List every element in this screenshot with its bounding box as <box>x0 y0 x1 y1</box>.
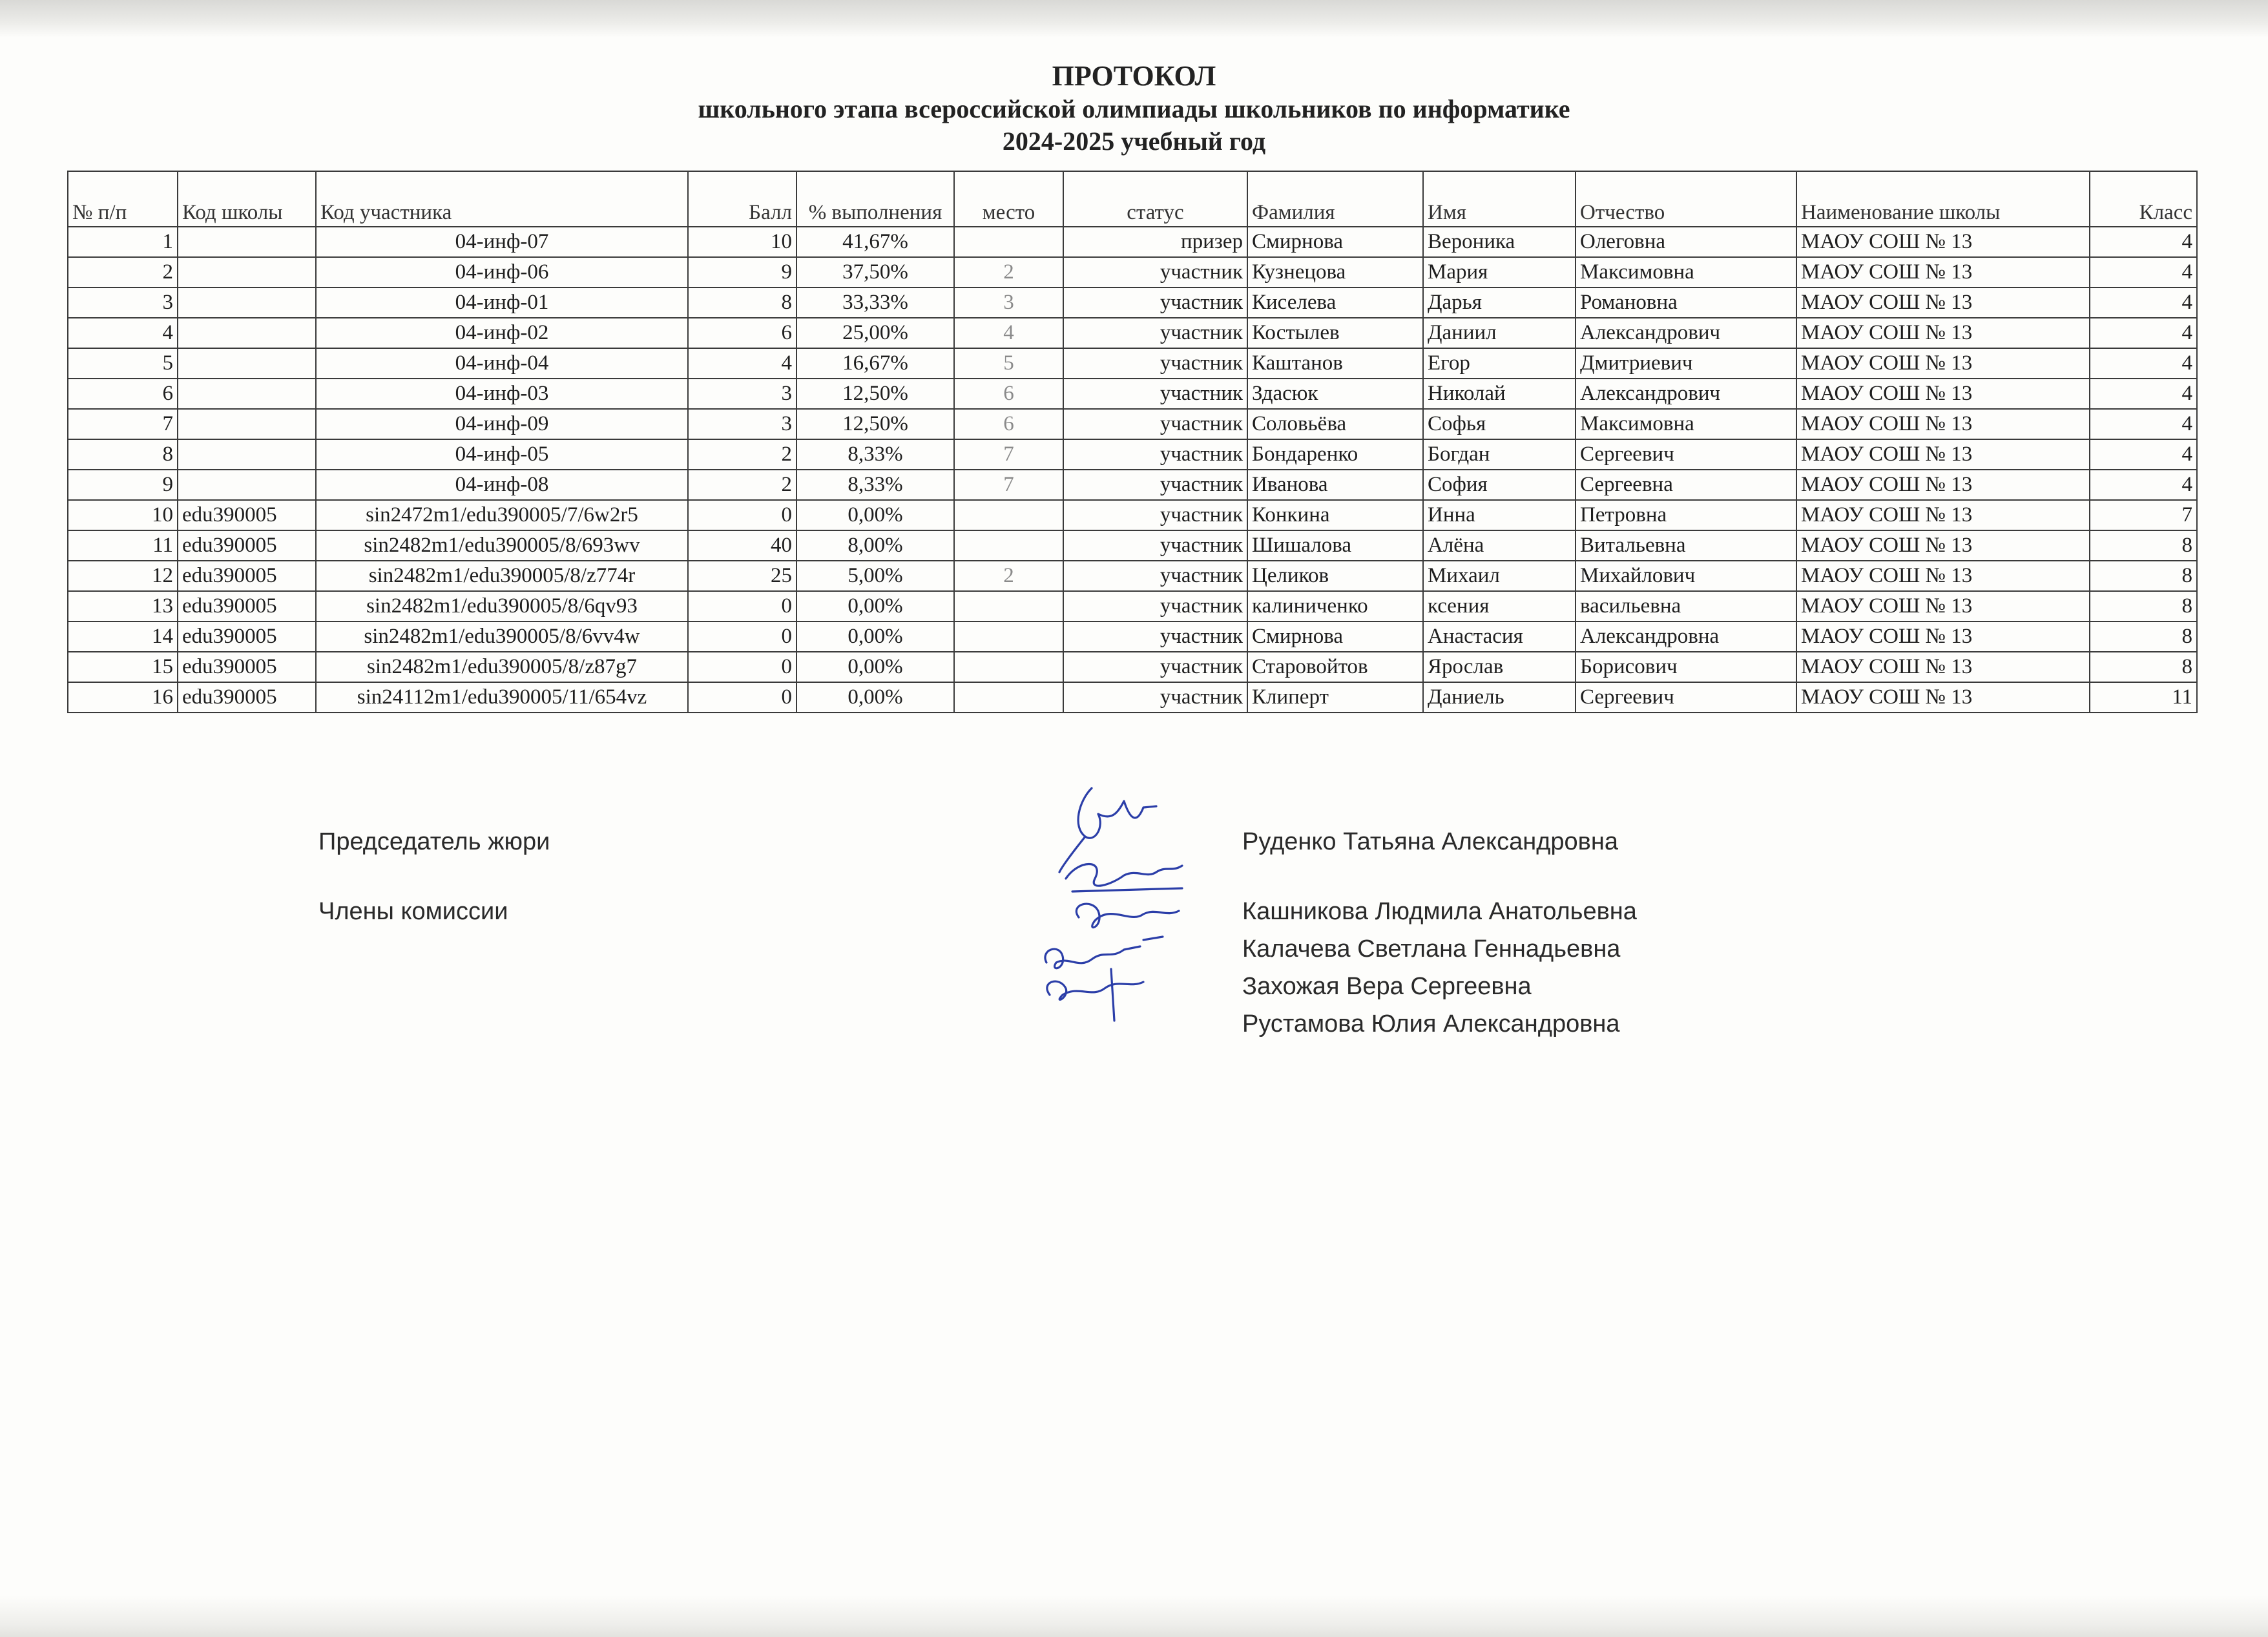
cell-status: участник <box>1063 348 1247 379</box>
cell-participant-code: 04-инф-04 <box>316 348 688 379</box>
cell-surname: Клиперт <box>1247 682 1423 713</box>
cell-participant-code: 04-инф-03 <box>316 379 688 409</box>
cell-name: Даниил <box>1423 318 1576 348</box>
cell-participant-code: 04-инф-08 <box>316 470 688 500</box>
table-row <box>68 591 2197 621</box>
cell-grade: 8 <box>2090 621 2197 652</box>
cell-score: 9 <box>688 257 796 287</box>
cell-participant-code: sin2482m1/edu390005/8/z774r <box>316 561 688 591</box>
cell-score: 0 <box>688 500 796 530</box>
cell-patronymic: Романовна <box>1576 287 1796 318</box>
cell-patronymic: Сергеевна <box>1576 470 1796 500</box>
scan-edge-bottom <box>0 1596 2268 1637</box>
cell-name: Дарья <box>1423 287 1576 318</box>
members-label: Члены комиссии <box>318 898 508 925</box>
cell-surname: калиниченко <box>1247 591 1423 621</box>
cell-percent: 37,50% <box>796 257 954 287</box>
cell-surname: Шишалова <box>1247 530 1423 561</box>
cell-school-name: МАОУ СОШ № 13 <box>1796 439 2090 470</box>
cell-surname: Соловьёва <box>1247 409 1423 439</box>
cell-place: 7 <box>954 470 1063 500</box>
cell-school-name: МАОУ СОШ № 13 <box>1796 227 2090 257</box>
cell-surname: Иванова <box>1247 470 1423 500</box>
cell-school-code <box>178 379 316 409</box>
cell-participant-code: sin2482m1/edu390005/8/6vv4w <box>316 621 688 652</box>
cell-score: 0 <box>688 682 796 713</box>
member-name: Захожая Вера Сергеевна <box>1242 973 1532 1000</box>
cell-name: Егор <box>1423 348 1576 379</box>
cell-score: 2 <box>688 470 796 500</box>
cell-number: 9 <box>68 470 178 500</box>
cell-patronymic: Дмитриевич <box>1576 348 1796 379</box>
cell-patronymic: Сергеевич <box>1576 439 1796 470</box>
cell-percent: 41,67% <box>796 227 954 257</box>
cell-percent: 25,00% <box>796 318 954 348</box>
cell-participant-code: sin2472m1/edu390005/7/6w2r5 <box>316 500 688 530</box>
cell-status: участник <box>1063 591 1247 621</box>
cell-school-code <box>178 348 316 379</box>
cell-name: Николай <box>1423 379 1576 409</box>
cell-status: участник <box>1063 318 1247 348</box>
chair-label: Председатель жюри <box>318 828 550 855</box>
cell-name: Михаил <box>1423 561 1576 591</box>
cell-place <box>954 530 1063 561</box>
cell-name: София <box>1423 470 1576 500</box>
cell-grade: 8 <box>2090 561 2197 591</box>
cell-status: участник <box>1063 561 1247 591</box>
document-title: ПРОТОКОЛ <box>1052 60 1216 92</box>
cell-surname: Целиков <box>1247 561 1423 591</box>
cell-status: участник <box>1063 409 1247 439</box>
cell-percent: 0,00% <box>796 591 954 621</box>
cell-patronymic: Борисович <box>1576 652 1796 682</box>
member-name: Рустамова Юлия Александровна <box>1242 1010 1620 1037</box>
cell-number: 11 <box>68 530 178 561</box>
cell-grade: 4 <box>2090 379 2197 409</box>
signature-member-3 <box>1045 937 1163 968</box>
cell-surname: Каштанов <box>1247 348 1423 379</box>
cell-status: участник <box>1063 652 1247 682</box>
header-cell-patronymic: Отчество <box>1576 171 1796 227</box>
cell-participant-code: 04-инф-01 <box>316 287 688 318</box>
cell-number: 13 <box>68 591 178 621</box>
cell-score: 4 <box>688 348 796 379</box>
cell-name: Ярослав <box>1423 652 1576 682</box>
cell-participant-code: 04-инф-06 <box>316 257 688 287</box>
cell-score: 10 <box>688 227 796 257</box>
cell-participant-code: 04-инф-05 <box>316 439 688 470</box>
cell-school-code: edu390005 <box>178 500 316 530</box>
table-row <box>68 682 2197 713</box>
table-row <box>68 470 2197 500</box>
document-subtitle: школьного этапа всероссийской олимпиады школьников по информатике <box>698 94 1570 123</box>
cell-participant-code: sin2482m1/edu390005/8/z87g7 <box>316 652 688 682</box>
cell-patronymic: Петровна <box>1576 500 1796 530</box>
cell-surname: Здасюк <box>1247 379 1423 409</box>
document-header <box>0 59 2268 158</box>
signature-member-2 <box>1076 904 1179 928</box>
cell-place <box>954 500 1063 530</box>
results-table <box>67 171 2198 713</box>
table-row <box>68 379 2197 409</box>
cell-status: участник <box>1063 500 1247 530</box>
cell-school-name: МАОУ СОШ № 13 <box>1796 287 2090 318</box>
cell-school-name: МАОУ СОШ № 13 <box>1796 470 2090 500</box>
cell-surname: Киселева <box>1247 287 1423 318</box>
cell-number: 6 <box>68 379 178 409</box>
cell-grade: 7 <box>2090 500 2197 530</box>
cell-grade: 8 <box>2090 591 2197 621</box>
cell-school-name: МАОУ СОШ № 13 <box>1796 379 2090 409</box>
cell-school-name: МАОУ СОШ № 13 <box>1796 621 2090 652</box>
cell-number: 5 <box>68 348 178 379</box>
cell-percent: 8,00% <box>796 530 954 561</box>
table-row <box>68 561 2197 591</box>
table-row <box>68 257 2197 287</box>
cell-school-code: edu390005 <box>178 591 316 621</box>
cell-participant-code: 04-инф-02 <box>316 318 688 348</box>
cell-number: 12 <box>68 561 178 591</box>
cell-grade: 4 <box>2090 318 2197 348</box>
signature-chair <box>1059 788 1156 872</box>
header-cell-score: Балл <box>688 171 796 227</box>
cell-patronymic: Александрович <box>1576 318 1796 348</box>
cell-name: Мария <box>1423 257 1576 287</box>
cell-status: участник <box>1063 682 1247 713</box>
cell-surname: Кузнецова <box>1247 257 1423 287</box>
table-row <box>68 227 2197 257</box>
cell-number: 3 <box>68 287 178 318</box>
cell-score: 0 <box>688 591 796 621</box>
cell-percent: 0,00% <box>796 500 954 530</box>
cell-status: участник <box>1063 530 1247 561</box>
cell-patronymic: васильевна <box>1576 591 1796 621</box>
cell-grade: 4 <box>2090 227 2197 257</box>
cell-participant-code: 04-инф-09 <box>316 409 688 439</box>
member-name: Калачева Светлана Геннадьевна <box>1242 935 1621 963</box>
cell-patronymic: Максимовна <box>1576 257 1796 287</box>
cell-name: Анастасия <box>1423 621 1576 652</box>
table-body <box>68 227 2197 713</box>
cell-grade: 11 <box>2090 682 2197 713</box>
table-row <box>68 652 2197 682</box>
cell-patronymic: Витальевна <box>1576 530 1796 561</box>
cell-patronymic: Михайлович <box>1576 561 1796 591</box>
cell-number: 14 <box>68 621 178 652</box>
cell-place <box>954 227 1063 257</box>
cell-surname: Смирнова <box>1247 621 1423 652</box>
cell-name: Алёна <box>1423 530 1576 561</box>
header-cell-school-name: Наименование школы <box>1796 171 2090 227</box>
cell-place: 5 <box>954 348 1063 379</box>
cell-school-name: МАОУ СОШ № 13 <box>1796 652 2090 682</box>
header-cell-percent: % выполнения <box>796 171 954 227</box>
cell-grade: 4 <box>2090 409 2197 439</box>
cell-patronymic: Александрович <box>1576 379 1796 409</box>
header-cell-status: статус <box>1063 171 1247 227</box>
cell-name: Инна <box>1423 500 1576 530</box>
cell-surname: Конкина <box>1247 500 1423 530</box>
cell-school-code <box>178 257 316 287</box>
table-row <box>68 530 2197 561</box>
cell-percent: 5,00% <box>796 561 954 591</box>
cell-patronymic: Максимовна <box>1576 409 1796 439</box>
cell-patronymic: Сергеевич <box>1576 682 1796 713</box>
cell-number: 15 <box>68 652 178 682</box>
cell-school-name: МАОУ СОШ № 13 <box>1796 257 2090 287</box>
cell-place: 4 <box>954 318 1063 348</box>
cell-school-name: МАОУ СОШ № 13 <box>1796 348 2090 379</box>
cell-surname: Бондаренко <box>1247 439 1423 470</box>
cell-number: 1 <box>68 227 178 257</box>
cell-school-code: edu390005 <box>178 652 316 682</box>
cell-score: 3 <box>688 379 796 409</box>
cell-school-code <box>178 470 316 500</box>
cell-grade: 4 <box>2090 348 2197 379</box>
cell-place: 6 <box>954 379 1063 409</box>
header-cell-participant-code: Код участника <box>316 171 688 227</box>
cell-status: призер <box>1063 227 1247 257</box>
cell-score: 8 <box>688 287 796 318</box>
table-row <box>68 409 2197 439</box>
cell-name: Богдан <box>1423 439 1576 470</box>
cell-school-name: МАОУ СОШ № 13 <box>1796 318 2090 348</box>
cell-percent: 33,33% <box>796 287 954 318</box>
cell-participant-code: sin2482m1/edu390005/8/693wv <box>316 530 688 561</box>
cell-number: 2 <box>68 257 178 287</box>
cell-school-code: edu390005 <box>178 682 316 713</box>
cell-patronymic: Олеговна <box>1576 227 1796 257</box>
cell-place: 2 <box>954 257 1063 287</box>
cell-school-name: МАОУ СОШ № 13 <box>1796 500 2090 530</box>
cell-number: 7 <box>68 409 178 439</box>
cell-place <box>954 621 1063 652</box>
cell-grade: 4 <box>2090 470 2197 500</box>
cell-patronymic: Александровна <box>1576 621 1796 652</box>
table-row <box>68 621 2197 652</box>
document-year: 2024-2025 учебный год <box>1002 127 1266 156</box>
cell-score: 25 <box>688 561 796 591</box>
cell-score: 6 <box>688 318 796 348</box>
header-cell-school-code: Код школы <box>178 171 316 227</box>
cell-school-name: МАОУ СОШ № 13 <box>1796 530 2090 561</box>
cell-school-code <box>178 439 316 470</box>
cell-school-name: МАОУ СОШ № 13 <box>1796 682 2090 713</box>
cell-number: 16 <box>68 682 178 713</box>
cell-number: 8 <box>68 439 178 470</box>
header-cell-place: место <box>954 171 1063 227</box>
table-row <box>68 287 2197 318</box>
cell-score: 0 <box>688 652 796 682</box>
cell-percent: 0,00% <box>796 682 954 713</box>
cell-status: участник <box>1063 379 1247 409</box>
table-header-row <box>68 171 2197 227</box>
table-row <box>68 318 2197 348</box>
cell-score: 0 <box>688 621 796 652</box>
scan-edge-top <box>0 0 2268 37</box>
signature-member-4 <box>1047 969 1143 1021</box>
table-row <box>68 439 2197 470</box>
header-cell-grade: Класс <box>2090 171 2197 227</box>
cell-place: 6 <box>954 409 1063 439</box>
cell-status: участник <box>1063 470 1247 500</box>
cell-participant-code: sin24112m1/edu390005/11/654vz <box>316 682 688 713</box>
header-cell-number: № п/п <box>68 171 178 227</box>
table-row <box>68 500 2197 530</box>
cell-grade: 4 <box>2090 439 2197 470</box>
cell-school-code <box>178 287 316 318</box>
cell-school-code: edu390005 <box>178 561 316 591</box>
cell-grade: 4 <box>2090 257 2197 287</box>
cell-place <box>954 652 1063 682</box>
cell-name: Даниель <box>1423 682 1576 713</box>
cell-place: 3 <box>954 287 1063 318</box>
cell-percent: 16,67% <box>796 348 954 379</box>
cell-name: ксения <box>1423 591 1576 621</box>
handwritten-signatures <box>1034 775 1253 1059</box>
cell-surname: Смирнова <box>1247 227 1423 257</box>
cell-school-code <box>178 409 316 439</box>
cell-participant-code: 04-инф-07 <box>316 227 688 257</box>
cell-surname: Костылев <box>1247 318 1423 348</box>
cell-status: участник <box>1063 621 1247 652</box>
member-name: Кашникова Людмила Анатольевна <box>1242 898 1637 925</box>
cell-number: 4 <box>68 318 178 348</box>
cell-grade: 8 <box>2090 530 2197 561</box>
cell-number: 10 <box>68 500 178 530</box>
signature-member-1 <box>1066 864 1182 892</box>
cell-school-name: МАОУ СОШ № 13 <box>1796 409 2090 439</box>
cell-percent: 0,00% <box>796 652 954 682</box>
cell-surname: Старовойтов <box>1247 652 1423 682</box>
cell-status: участник <box>1063 287 1247 318</box>
cell-place <box>954 591 1063 621</box>
cell-school-code <box>178 318 316 348</box>
cell-score: 40 <box>688 530 796 561</box>
header-cell-surname: Фамилия <box>1247 171 1423 227</box>
cell-percent: 8,33% <box>796 439 954 470</box>
cell-score: 3 <box>688 409 796 439</box>
cell-score: 2 <box>688 439 796 470</box>
cell-school-code: edu390005 <box>178 530 316 561</box>
cell-percent: 8,33% <box>796 470 954 500</box>
header-cell-name: Имя <box>1423 171 1576 227</box>
cell-percent: 0,00% <box>796 621 954 652</box>
cell-participant-code: sin2482m1/edu390005/8/6qv93 <box>316 591 688 621</box>
cell-school-code: edu390005 <box>178 621 316 652</box>
cell-place <box>954 682 1063 713</box>
cell-grade: 4 <box>2090 287 2197 318</box>
cell-name: Софья <box>1423 409 1576 439</box>
cell-percent: 12,50% <box>796 379 954 409</box>
cell-status: участник <box>1063 257 1247 287</box>
cell-school-name: МАОУ СОШ № 13 <box>1796 561 2090 591</box>
cell-school-name: МАОУ СОШ № 13 <box>1796 591 2090 621</box>
cell-name: Вероника <box>1423 227 1576 257</box>
cell-place: 7 <box>954 439 1063 470</box>
cell-status: участник <box>1063 439 1247 470</box>
cell-place: 2 <box>954 561 1063 591</box>
cell-school-code <box>178 227 316 257</box>
table-row <box>68 348 2197 379</box>
chair-name: Руденко Татьяна Александровна <box>1242 828 1618 855</box>
cell-percent: 12,50% <box>796 409 954 439</box>
cell-grade: 8 <box>2090 652 2197 682</box>
